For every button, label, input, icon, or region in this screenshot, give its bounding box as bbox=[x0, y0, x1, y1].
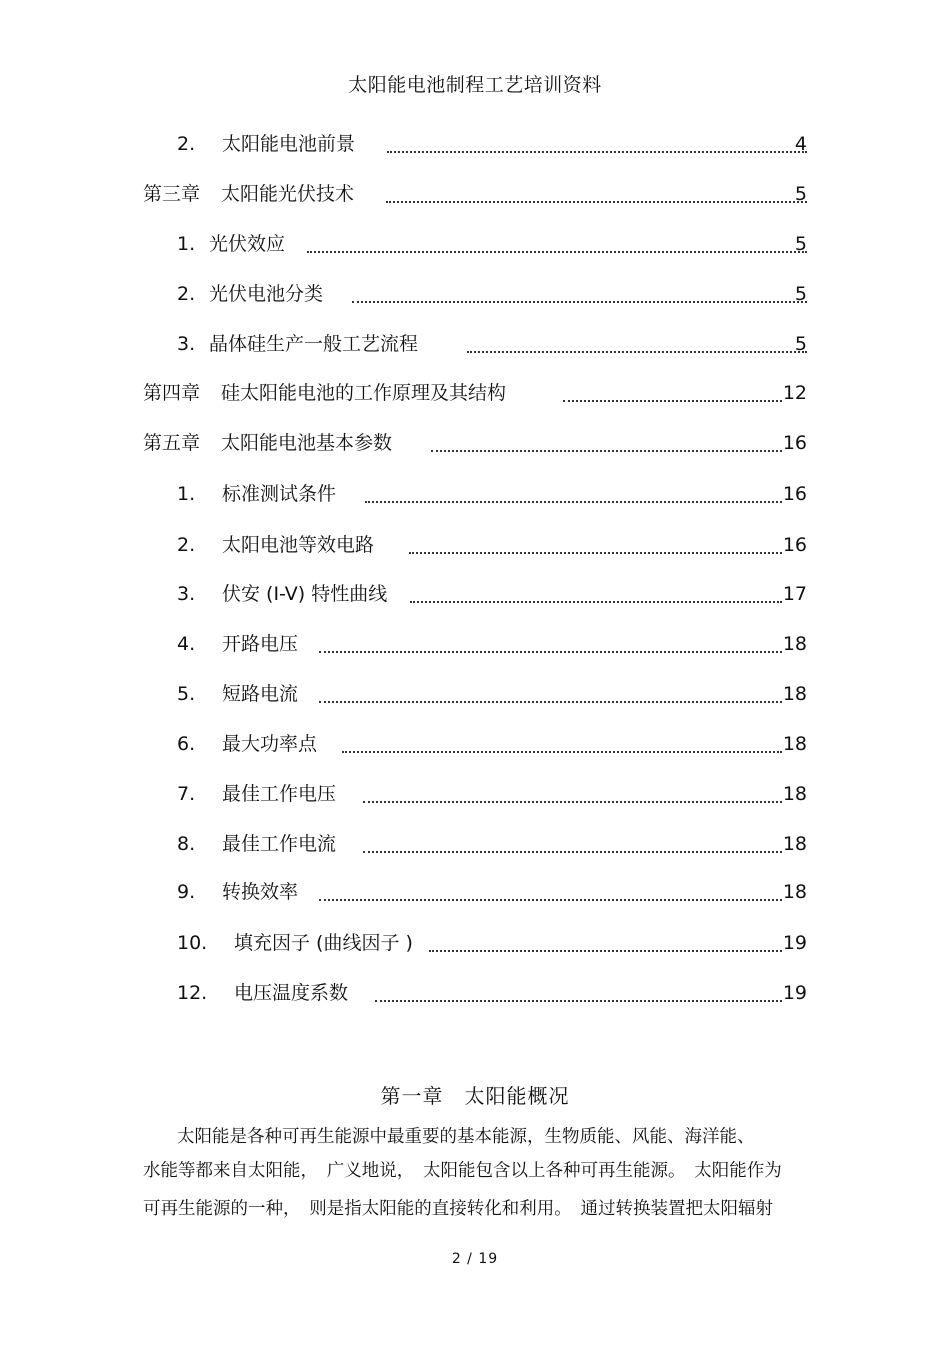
toc-entry-number: 3. bbox=[177, 333, 196, 355]
toc-entry-title: 开路电压 bbox=[222, 633, 299, 655]
toc-entry-title: 伏安 (I-V) 特性曲线 bbox=[222, 583, 388, 605]
toc-dot-leader bbox=[410, 601, 782, 603]
toc-entry-number: 3. bbox=[177, 583, 196, 605]
toc-entry[interactable] bbox=[177, 529, 807, 557]
toc-entry-number: 1. bbox=[177, 483, 196, 505]
toc-entry-page: 5 bbox=[794, 333, 807, 355]
toc-entry[interactable] bbox=[177, 977, 807, 1005]
toc-entry-page: 16 bbox=[782, 432, 807, 454]
toc-dot-leader bbox=[307, 251, 807, 253]
chapter-paragraph-line: 水能等都来自太阳能， 广义地说， 太阳能包含以上各种可再生能源。 太阳能作为 bbox=[143, 1161, 782, 1181]
toc-entry[interactable] bbox=[177, 678, 807, 706]
toc-entry-number: 2. bbox=[177, 283, 196, 305]
toc-entry-title: 硅太阳能电池的工作原理及其结构 bbox=[221, 382, 507, 404]
toc-entry-title: 晶体硅生产一般工艺流程 bbox=[209, 333, 419, 355]
toc-dot-leader bbox=[352, 301, 807, 303]
toc-entry-page: 19 bbox=[782, 982, 807, 1004]
toc-entry-number: 2. bbox=[177, 534, 196, 556]
toc-entry-page: 19 bbox=[782, 932, 807, 954]
toc-entry-page: 4 bbox=[794, 133, 807, 155]
toc-entry-page: 12 bbox=[782, 382, 807, 404]
toc-entry-title: 填充因子 (曲线因子 ) bbox=[234, 932, 413, 954]
toc-entry-page: 16 bbox=[782, 534, 807, 556]
toc-entry-page: 18 bbox=[782, 733, 807, 755]
toc-dot-leader bbox=[365, 501, 782, 503]
toc-dot-leader bbox=[375, 1000, 782, 1002]
toc-dot-leader bbox=[319, 899, 782, 901]
toc-dot-leader bbox=[319, 651, 782, 653]
toc-entry-title: 最大功率点 bbox=[222, 733, 318, 755]
toc-entry-number: 12. bbox=[177, 982, 208, 1004]
toc-entry-title: 光伏效应 bbox=[209, 233, 286, 255]
toc-entry-number: 5. bbox=[177, 683, 196, 705]
toc-entry-title: 太阳能电池前景 bbox=[222, 133, 356, 155]
toc-entry-title: 光伏电池分类 bbox=[209, 283, 324, 305]
toc-entry-title: 电压温度系数 bbox=[234, 982, 349, 1004]
toc-entry-number: 9. bbox=[177, 881, 196, 903]
toc-entry[interactable] bbox=[177, 828, 807, 856]
toc-entry[interactable] bbox=[143, 178, 807, 206]
toc-entry-title: 最佳工作电流 bbox=[222, 833, 337, 855]
toc-entry[interactable] bbox=[177, 728, 807, 756]
toc-entry-title: 太阳电池等效电路 bbox=[222, 534, 375, 556]
toc-entry[interactable] bbox=[143, 377, 807, 405]
toc-entry-number: 1. bbox=[177, 233, 196, 255]
toc-entry-page: 18 bbox=[782, 881, 807, 903]
toc-entry[interactable] bbox=[177, 578, 807, 606]
toc-dot-leader bbox=[342, 751, 782, 753]
toc-entry-title: 太阳能电池基本参数 bbox=[221, 432, 393, 454]
toc-entry-page: 5 bbox=[794, 183, 807, 205]
toc-entry-page: 17 bbox=[782, 583, 807, 605]
toc-entry-title: 标准测试条件 bbox=[222, 483, 337, 505]
toc-dot-leader bbox=[431, 450, 782, 452]
toc-entry-number: 2. bbox=[177, 133, 196, 155]
toc-entry-number: 7. bbox=[177, 783, 196, 805]
toc-entry[interactable] bbox=[177, 278, 807, 306]
toc-entry-page: 5 bbox=[794, 233, 807, 255]
toc-entry-number: 第五章 bbox=[143, 432, 201, 454]
toc-entry-number: 第三章 bbox=[143, 183, 201, 205]
toc-dot-leader bbox=[363, 851, 782, 853]
toc-entry-title: 转换效率 bbox=[222, 881, 299, 903]
toc-entry[interactable] bbox=[177, 628, 807, 656]
toc-entry[interactable] bbox=[177, 328, 807, 356]
toc-entry-page: 16 bbox=[782, 483, 807, 505]
toc-entry[interactable] bbox=[143, 427, 807, 455]
toc-entry-number: 第四章 bbox=[143, 382, 201, 404]
toc-dot-leader bbox=[363, 801, 782, 803]
toc-entry-number: 4. bbox=[177, 633, 196, 655]
toc-dot-leader bbox=[409, 552, 782, 554]
toc-entry-title: 最佳工作电压 bbox=[222, 783, 337, 805]
page-header-title: 太阳能电池制程工艺培训资料 bbox=[348, 74, 602, 96]
toc-entry-title: 太阳能光伏技术 bbox=[221, 183, 355, 205]
toc-entry[interactable] bbox=[177, 478, 807, 506]
toc-entry-title: 短路电流 bbox=[222, 683, 299, 705]
toc-entry-page: 5 bbox=[794, 283, 807, 305]
toc-dot-leader bbox=[563, 400, 782, 402]
toc-entry-page: 18 bbox=[782, 833, 807, 855]
toc-entry-page: 18 bbox=[782, 783, 807, 805]
toc-entry[interactable] bbox=[177, 128, 807, 156]
toc-entry-number: 10. bbox=[177, 932, 208, 954]
chapter-heading: 第一章 太阳能概况 bbox=[380, 1084, 570, 1108]
toc-entry[interactable] bbox=[177, 876, 807, 904]
toc-dot-leader bbox=[386, 201, 807, 203]
chapter-paragraph-line: 可再生能源的一种， 则是指太阳能的直接转化和利用。 通过转换装置把太阳辐射 bbox=[143, 1199, 773, 1219]
chapter-paragraph-line: 太阳能是各种可再生能源中最重要的基本能源，生物质能、风能、海洋能、 bbox=[177, 1127, 755, 1147]
page-number: 2 / 19 bbox=[451, 1251, 499, 1267]
toc-entry-page: 18 bbox=[782, 633, 807, 655]
toc-entry[interactable] bbox=[177, 228, 807, 256]
toc-entry-number: 8. bbox=[177, 833, 196, 855]
toc-dot-leader bbox=[467, 351, 807, 353]
toc-dot-leader bbox=[387, 151, 807, 153]
toc-entry[interactable] bbox=[177, 927, 807, 955]
toc-entry-number: 6. bbox=[177, 733, 196, 755]
toc-entry-page: 18 bbox=[782, 683, 807, 705]
toc-entry[interactable] bbox=[177, 778, 807, 806]
toc-dot-leader bbox=[319, 701, 782, 703]
toc-dot-leader bbox=[429, 950, 782, 952]
